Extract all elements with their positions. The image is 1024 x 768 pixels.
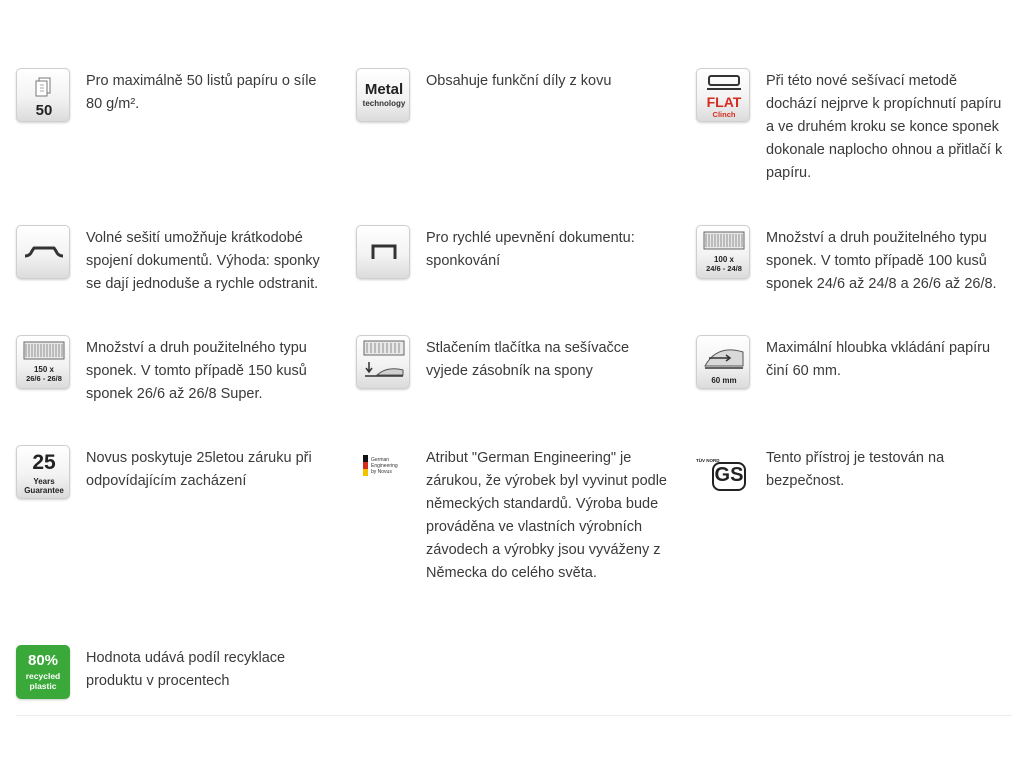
bottom-divider: [16, 715, 1012, 716]
german-engineering-icon: German Engineering by Novus: [356, 445, 410, 499]
feature-description: Volné sešití umožňuje krátkodobé spojení dokumentů. Výhoda: sponky se dají jednoduše a rychle odstranit.: [86, 230, 320, 292]
feature-description: Hodnota udává podíl recyklace produktu v procentech: [86, 650, 286, 689]
guarantee-25-years-icon: 25 Years Guarantee: [16, 445, 70, 499]
feature-description: Množství a druh použitelného typu sponek. V tomto případě 100 kusů sponek 24/6 až 24/8 a 26/6 až 26/8.: [766, 230, 997, 292]
feature-description: Obsahuje funkční díly z kovu: [426, 73, 612, 89]
feature-description: Atribut "German Engineering" je zárukou, že výrobek byl vyvinut podle německých standardů. Výroba bude prováděna ve vlastních výrobních závodech a výrobky jsou vyváženy z Německa do celého světa.: [426, 450, 667, 581]
feature-description: Při této nové sešívací metodě dochází nejprve k propíchnutí papíru a ve druhém kroku se konce sponek dokonale naplocho ohnou a přitlačí k papíru.: [766, 73, 1003, 181]
feature-description: Množství a druh použitelného typu sponek. V tomto případě 150 kusů sponek 26/6 až 26/8 Super.: [86, 340, 307, 402]
recycled-plastic-icon: 80% recycled plastic: [16, 645, 70, 699]
flat-clinch-icon: FLAT Clinch: [696, 68, 750, 122]
feature-description: Tento přístroj je testován na bezpečnost.: [766, 450, 945, 489]
feature-description: Stlačením tlačítka na sešívačce vyjede zásobník na spony: [426, 340, 630, 379]
metal-technology-icon: Metal technology: [356, 68, 410, 122]
staples-100-icon: 100 x 24/6 - 24/8: [696, 225, 750, 279]
magazine-eject-icon: [356, 335, 410, 389]
staple-icon: [356, 225, 410, 279]
staples-150-icon: 150 x 26/6 - 26/8: [16, 335, 70, 389]
feature-description: Pro maximálně 50 listů papíru o síle 80 g/m².: [86, 73, 317, 112]
loose-stapling-icon: [16, 225, 70, 279]
insertion-depth-icon: 60 mm: [696, 335, 750, 389]
feature-description: Pro rychlé upevnění dokumentu: sponkování: [426, 230, 635, 269]
paper-sheets-icon: 50: [16, 68, 70, 122]
feature-description: Maximální hloubka vkládání papíru činí 60 mm.: [766, 340, 991, 379]
tuv-gs-icon: TÜV NORD GS: [696, 445, 750, 499]
feature-description: Novus poskytuje 25letou záruku při odpovídajícím zacházení: [86, 450, 312, 489]
